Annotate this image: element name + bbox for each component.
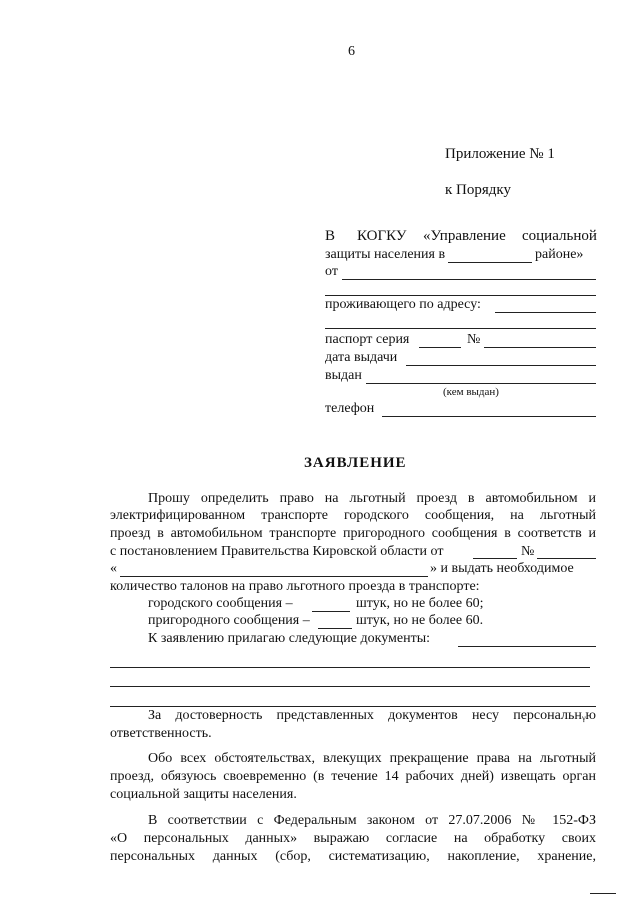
issue-date-field[interactable] [406,365,596,366]
addressee-social: социальной [522,228,597,244]
suburban-transport-label: пригородного сообщения – [148,613,310,628]
addressee-district-suffix: районе» [535,247,584,262]
passport-number-label: № [467,332,481,347]
attachments-field-4[interactable] [110,706,596,707]
p1-line3: проезд в автомобильном транспорте пригородного сообщения в соответств и [110,526,596,541]
issued-by-field[interactable] [366,383,596,384]
appendix-order-label: к Порядку [445,182,511,198]
resolution-date-field[interactable] [473,558,517,559]
attachments-field-2[interactable] [110,667,590,668]
p3-line3: социальной защиты населения. [110,787,297,802]
issue-date-label: дата выдачи [325,350,398,365]
resolution-quote-open: « [110,561,117,576]
city-tickets-field[interactable] [312,611,350,612]
p1-line5-text: » и выдать необходимое [430,561,574,576]
attachments-field-3[interactable] [110,686,590,687]
attachments-label: К заявлению прилагаю следующие документы: [148,631,431,646]
appendix-label: Приложение № 1 [445,146,555,162]
issued-by-hint: (кем выдан) [443,386,499,398]
district-field[interactable] [448,262,532,263]
p4-line2: «О персональных данных» выражаю согласие на обработку своих [110,831,596,846]
passport-number-field[interactable] [484,347,596,348]
addressee-district-prefix: защиты населения в [325,247,446,262]
city-transport-limit: штук, но не более 60; [356,596,484,611]
resolution-number-label: № [521,544,535,559]
from-field-2[interactable] [325,295,596,296]
addressee-org: КОГКУ [357,228,407,244]
scan-mark [590,893,616,894]
issued-by-label: выдан [325,368,362,383]
suburban-transport-limit: штук, но не более 60. [356,613,484,628]
page-number: 6 [348,44,355,59]
passport-series-field[interactable] [419,347,461,348]
p2-line1: За достоверность представленных документов несу персональнᵧю [148,708,596,723]
attachments-field[interactable] [458,646,596,647]
addressee-admin: «Управление [423,228,506,244]
city-transport-label: городского сообщения – [148,596,293,611]
address-field-2[interactable] [325,328,596,329]
resolution-number-field[interactable] [537,558,596,559]
p1-line1: Прошу определить право на льготный проезд в автомобильном и [148,491,596,506]
addressee-in: В [325,228,336,244]
p1-line6: количество талонов на право льготного проезда в транспорте: [110,579,480,594]
p1-line2: электрифицированном транспорте городского сообщения, на льготный [110,508,596,523]
phone-field[interactable] [382,416,596,417]
p2-line2: ответственность. [110,726,212,741]
p1-line4-text: с постановлением Правительства Кировской области от [110,544,444,559]
from-field[interactable] [342,279,596,280]
address-field[interactable] [495,312,596,313]
p4-line3: персональных данных (сбор, систематизацию, накопление, хранение, [110,849,596,864]
address-label: проживающего по адресу: [325,297,481,312]
suburban-tickets-field[interactable] [318,628,352,629]
resolution-name-field[interactable] [120,576,428,577]
passport-label: паспорт серия [325,332,410,347]
p4-line1: В соответствии с Федеральным законом от 27.07.2006 № 152-ФЗ [148,813,596,828]
phone-label: телефон [325,401,375,416]
p3-line2: проезд, обязуюсь своевременно (в течение 14 рабочих дней) извещать орган [110,769,596,784]
document-title: ЗАЯВЛЕНИЕ [304,455,407,471]
from-label: от [325,264,338,279]
p3-line1: Обо всех обстоятельствах, влекущих прекращение права на льготный [148,751,596,766]
